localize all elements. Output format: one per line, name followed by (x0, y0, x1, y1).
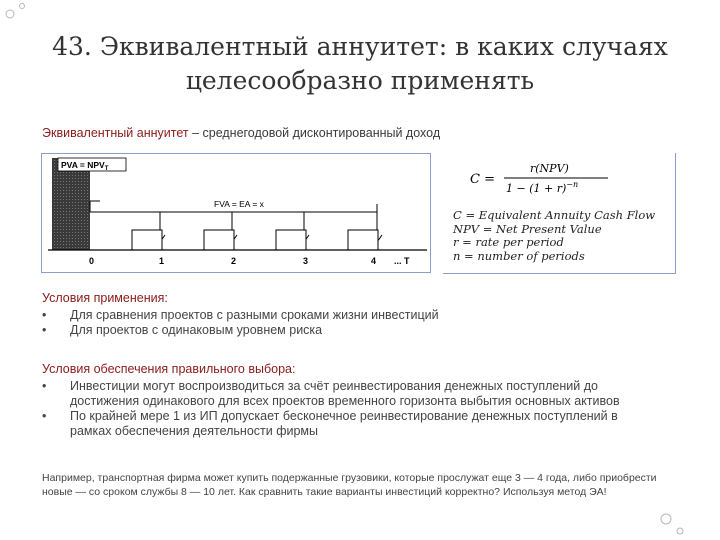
tick-2: 2 (231, 256, 237, 266)
formula-def-r: r = rate per period (453, 235, 564, 249)
bullet: • (42, 379, 47, 393)
payment-box-2 (204, 230, 234, 250)
list-item-text: Для сравнения проектов с разными сроками жизни инвестиций (70, 308, 439, 322)
conditions-title: Условия применения: (42, 291, 168, 305)
pva-label: PVA = $NPV_T$ (61, 160, 109, 172)
formula-def-npv: NPV = Net Present Value (453, 221, 602, 236)
definition-text: – среднегодовой дисконтированный доход (188, 126, 441, 140)
formula-numerator: r(NPV) (530, 162, 569, 175)
list-item-text: Инвестиции могут воспроизводиться за счёт реинвестирования денежных поступлений до достижения одинакового для всех проектов временного горизонта выбытия основных активов (70, 379, 620, 408)
page-title (40, 30, 680, 98)
payment-box-3 (276, 230, 306, 250)
tick-1: 1 (159, 256, 165, 266)
example-paragraph: Например, транспортная фирма может купить подержанные грузовики, которые прослужат еще 3 — 4 года, либо приобрести новые — со сроком службы 8 — 10 лет. Как сравнить такие варианты инвестиций корректно? Используя метод ЭА! (42, 472, 657, 498)
list-item (42, 308, 630, 323)
definition (42, 126, 440, 140)
list-item (42, 379, 630, 409)
formula-def-n: n = number of periods (453, 248, 585, 263)
tick-t: ... T (394, 256, 410, 266)
annuity-diagram (41, 153, 431, 273)
time-ticks (89, 256, 410, 266)
payment-boxes (132, 230, 378, 250)
tick-4: 4 (371, 256, 377, 266)
formula-definitions (453, 209, 655, 263)
formula-denominator: $1 - (1 + r)^{-n}$ (506, 180, 579, 195)
pva-bar (52, 158, 90, 250)
bullet: • (42, 323, 47, 337)
formula-def-c: C = Equivalent Annuity Cash Flow (453, 208, 656, 222)
correct-choice-list (42, 379, 630, 439)
definition-term: Эквивалентный аннуитет (42, 126, 189, 140)
fva-label: FVA = EA = x (214, 199, 264, 209)
bullet: • (42, 409, 47, 423)
list-item (42, 409, 630, 439)
decorative-circles-bottom-right (640, 505, 720, 540)
formula-box (443, 153, 676, 274)
page-title-line-1: 43. Эквивалентный аннуитет: в каких случаях (52, 32, 668, 61)
bullet: • (42, 308, 47, 322)
conditions-list (42, 308, 630, 338)
annuity-formula (468, 159, 668, 199)
tick-0: 0 (89, 256, 95, 266)
payment-box-1 (132, 230, 162, 250)
payment-box-4 (348, 230, 378, 250)
page-title-line-2: целесообразно применять (185, 66, 535, 95)
correct-choice-title: Условия обеспечения правильного выбора: (42, 362, 296, 376)
formula-lhs: C = (470, 172, 495, 187)
tick-3: 3 (303, 256, 309, 266)
annuity-diagram-svg (42, 154, 430, 272)
list-item (42, 323, 630, 338)
list-item-text: По крайней мере 1 из ИП допускает бесконечное реинвестирование денежных поступлений в рамках обеспечения деятельности фирмы (70, 409, 618, 438)
list-item-text: Для проектов с одинаковым уровнем риска (70, 323, 323, 337)
